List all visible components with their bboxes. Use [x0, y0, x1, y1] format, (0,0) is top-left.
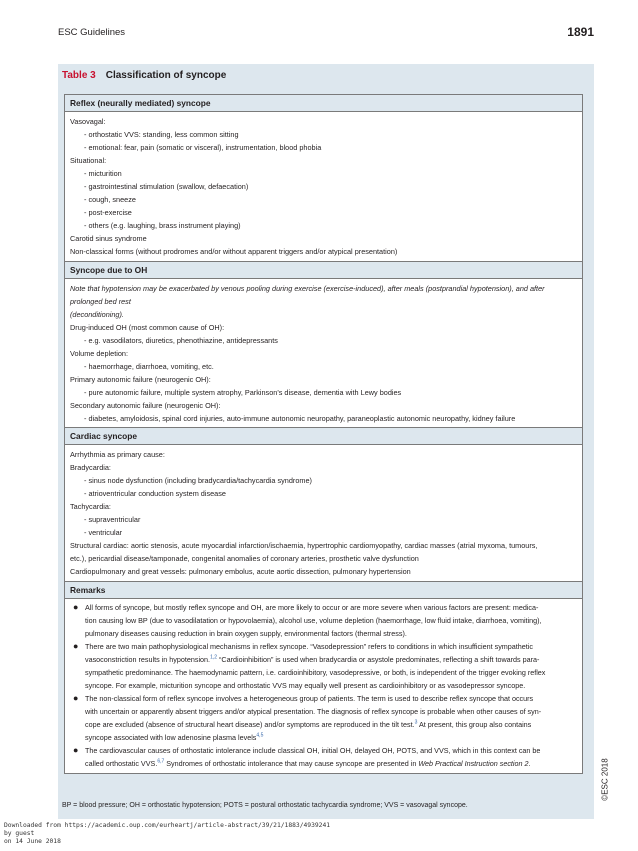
list-item: Primary autonomic failure (neurogenic OH): — [70, 374, 211, 384]
remark-text: cope are excluded (absence of structural heart disease) and/or symptoms are reproduced in the tilt test. — [85, 719, 415, 729]
list-item: - pure autonomic failure, multiple system atrophy, Parkinson's disease, dementia with Lewy bodies — [84, 387, 402, 397]
download-notice — [4, 822, 330, 846]
remark-line: pulmonary diseases causing reduction in brain oxygen supply, environmental factors (thermal stress). — [85, 628, 407, 638]
remark-text: called orthostatic VVS. — [85, 758, 158, 768]
section-body — [65, 279, 582, 428]
section-body — [65, 112, 582, 261]
table-label: Table 3 — [62, 70, 96, 81]
remark-line: with uncertain or apparently absent triggers and/or atypical presentation. The diagnosis of reflex syncope is probable when other causes of syn- — [85, 706, 542, 716]
citation-link[interactable]: 3 — [414, 719, 418, 726]
list-item: Tachycardia: — [70, 502, 111, 512]
list-item: Vasovagal: — [70, 117, 106, 126]
table-footnote: BP = blood pressure; OH = orthostatic hypotension; POTS = postural orthostatic tachycardia syndrome; VVS = vasovagal syncope. — [62, 802, 468, 809]
section-heading: Syncope due to OH — [65, 262, 582, 279]
list-item: Carotid sinus syndrome — [70, 234, 147, 244]
remark-text: . — [528, 758, 531, 768]
page-number: 1891 — [567, 25, 594, 39]
list-item: - gastrointestinal stimulation (swallow, defaecation) — [84, 182, 249, 192]
list-item: - diabetes, amyloidosis, spinal cord injuries, auto-immune autonomic neuropathy, paraneoplastic autonomic neuropathy, kidney failure — [84, 413, 516, 423]
table-caption — [62, 70, 226, 81]
download-line: on 14 June 2018 — [4, 838, 61, 845]
remarks-body — [65, 599, 582, 773]
list-item: - sinus node dysfunction (including bradycardia/tachycardia syndrome) — [84, 476, 312, 486]
section-oh — [65, 261, 582, 428]
list-item: - supraventricular — [84, 515, 141, 525]
list-item: Situational: — [70, 156, 107, 166]
list-item: - post-exercise — [84, 208, 132, 218]
remark-line: The non-classical form of reflex syncope involves a heterogeneous group of patients. The term is used to describe reflex syncope that occurs — [85, 693, 534, 703]
remark-item — [71, 744, 576, 770]
list-item: - ventricular — [84, 528, 123, 538]
remark-line: syncope. For example, micturition syncope and orthostatic VVS may equally well present as cardioinhibitory or as vasodepressor syncope. — [85, 680, 526, 690]
bullet-icon: ● — [73, 640, 79, 651]
list-item: - cough, sneeze — [84, 195, 136, 205]
list-item: - haemorrhage, diarrhoea, vomiting, etc. — [84, 361, 214, 371]
remark-reference: Web Practical Instruction section 2 — [418, 758, 529, 768]
bullet-icon: ● — [73, 692, 79, 703]
remark-line — [85, 757, 576, 770]
list-item: - e.g. vasodilators, diuretics, phenothiazine, antidepressants — [84, 335, 278, 345]
remark-text: syncope associated with low adenosine plasma levels — [85, 732, 257, 742]
remark-line: All forms of syncope, but mostly reflex syncope and OH, are more likely to occur or are more severe when various factors are present: medica- — [85, 602, 539, 612]
remark-text: Syndromes of orthostatic intolerance that may cause syncope are presented in — [164, 758, 419, 768]
list-item: - emotional: fear, pain (somatic or visceral), instrumentation, blood phobia — [84, 143, 322, 153]
remark-text: vasoconstriction results in hypotension. — [85, 654, 211, 664]
citation-link[interactable]: 4,5 — [256, 732, 264, 739]
list-item: - atrioventricular conduction system disease — [84, 489, 226, 499]
section-note: (deconditioning). — [70, 309, 124, 319]
list-item: - orthostatic VVS: standing, less common sitting — [84, 130, 239, 140]
list-item: etc.), pericardial disease/tamponade, congenital anomalies of coronary arteries, prosthetic valve dysfunction — [70, 554, 419, 564]
list-item: - micturition — [84, 169, 122, 179]
list-item: Cardiopulmonary and great vessels: pulmonary embolus, acute aortic dissection, pulmonary hypertension — [70, 567, 411, 577]
section-cardiac — [65, 427, 582, 580]
list-item: Secondary autonomic failure (neurogenic OH): — [70, 400, 221, 410]
copyright-text: ©ESC 2018 — [600, 758, 610, 801]
list-item: Drug-induced OH (most common cause of OH): — [70, 322, 225, 332]
list-item: - others (e.g. laughing, brass instrument playing) — [84, 221, 241, 231]
bullet-icon: ● — [73, 744, 79, 755]
remark-line: tion causing low BP (due to vasodilatation or hypovolaemia), alcohol use, volume depletion (haemorrhage, low fluid intake, diarrhoea, vomiting), — [85, 615, 542, 625]
running-header: ESC Guidelines — [58, 27, 126, 38]
download-line: Downloaded from https://academic.oup.com/eurheartj/article-abstract/39/21/1883/4939241 — [4, 822, 331, 829]
remark-line: sympathetic predominance. The haemodynamic pattern, i.e. cardioinhibitory, vasodepressive, or both, is independent of the trigger evoking reflex — [85, 667, 546, 677]
section-note: Note that hypotension may be exacerbated by venous pooling during exercise (exercise-induced), after meals (postprandial hypotension), and after prolonged bed rest — [70, 283, 545, 306]
bullet-icon: ● — [73, 601, 79, 612]
list-item: Bradycardia: — [70, 463, 111, 473]
table-title: Classification of syncope — [105, 70, 227, 81]
section-reflex — [65, 95, 582, 261]
remark-line: There are two main pathophysiological mechanisms in reflex syncope. “Vasodepression” refers to conditions in which insufficient sympathetic — [85, 641, 533, 651]
remark-item — [71, 640, 576, 692]
citation-link[interactable]: 6,7 — [157, 758, 165, 765]
syncope-table — [64, 94, 583, 774]
section-heading: Reflex (neurally mediated) syncope — [65, 95, 582, 112]
list-item: Non-classical forms (without prodromes and/or without apparent triggers and/or atypical presentation) — [70, 247, 398, 257]
remark-item — [71, 692, 576, 744]
remark-line: The cardiovascular causes of orthostatic intolerance include classical OH, initial OH, delayed OH, POTS, and VVS, which in this context can be — [85, 745, 541, 755]
section-body — [65, 445, 582, 580]
remark-line — [85, 653, 576, 666]
download-line: by guest — [4, 830, 35, 837]
list-item: Volume depletion: — [70, 348, 129, 358]
remark-text: “Cardioinhibition” is used when bradycardia or asystole predominates, reflecting a shift towards para- — [217, 654, 540, 664]
section-heading: Cardiac syncope — [65, 428, 582, 445]
copyright-stamp — [600, 755, 614, 805]
section-heading: Remarks — [65, 582, 582, 599]
remark-line — [85, 731, 576, 744]
list-item: Arrhythmia as primary cause: — [70, 450, 165, 460]
remark-item — [71, 601, 576, 640]
citation-link[interactable]: 1,2 — [210, 654, 218, 661]
remark-text: At present, this group also contains — [417, 719, 532, 729]
list-item: Structural cardiac: aortic stenosis, acute myocardial infarction/ischaemia, hypertrophic cardiomyopathy, cardiac masses (atrial myxoma, tumours, — [70, 541, 538, 551]
section-remarks — [65, 581, 582, 773]
remark-line — [85, 718, 576, 731]
